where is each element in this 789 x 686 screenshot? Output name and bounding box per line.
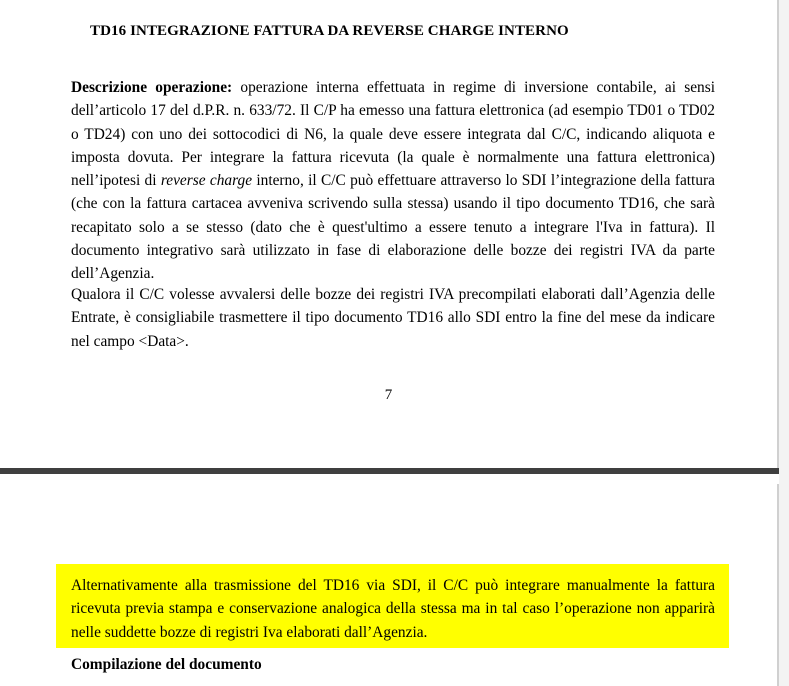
page-separator — [0, 468, 789, 484]
vertical-scrollbar[interactable] — [779, 0, 789, 686]
highlighted-paragraph: Alternativamente alla trasmissione del TD16 via SDI, il C/C può integrare manualmente la fattura ricevuta previa stampa e conservazione analogica della stessa ma in tal caso l’operazione non apparirà nelle suddette bozze di registri Iva elaborati dall’Agenzia. — [71, 577, 715, 641]
subheading: Compilazione del documento — [71, 656, 262, 673]
section-heading: TD16 INTEGRAZIONE FATTURA DA REVERSE CHARGE INTERNO — [90, 23, 569, 39]
description-paragraph — [71, 76, 715, 286]
description-text-a: operazione interna effettuata in regime di inversione contabile, ai sensi dell’articolo 17 del d.P.R. n. 633/72. Il C/P ha emesso una fattura elettronica (ad esempio TD01 o TD02 o TD24) con uno dei sottocodici di N6, la quale deve essere integrata dal C/C, indicando aliquota e imposta dovuta. Per integrare la fattura ricevuta (la quale è normalmente una fattura elettronica) nell’ipotesi di — [71, 79, 715, 190]
description-italic: reverse charge — [160, 172, 253, 190]
page-number: 7 — [384, 387, 393, 403]
description-text-b: interno, il C/C può effettuare attraverso lo SDI l’integrazione della fattura (che con la fattura cartacea avveniva scrivendo sulla stessa) usando il tipo documento TD16, che sarà recapitato solo a se stesso (dato che è quest'ultimo a essere tenuto a integrare l'Iva in fattura). Il documento integrativo sarà utilizzato in fase di elaborazione delle bozze dei registri IVA da parte dell’Agenzia. — [71, 172, 715, 283]
description-label: Descrizione operazione: — [71, 79, 233, 96]
paragraph-2: Qualora il C/C volesse avvalersi delle bozze dei registri IVA precompilati elaborati dall’Agenzia delle Entrate, è consigliabile trasmettere il tipo documento TD16 allo SDI entro la fine del mese da indicare nel campo <Data>. — [71, 286, 715, 350]
